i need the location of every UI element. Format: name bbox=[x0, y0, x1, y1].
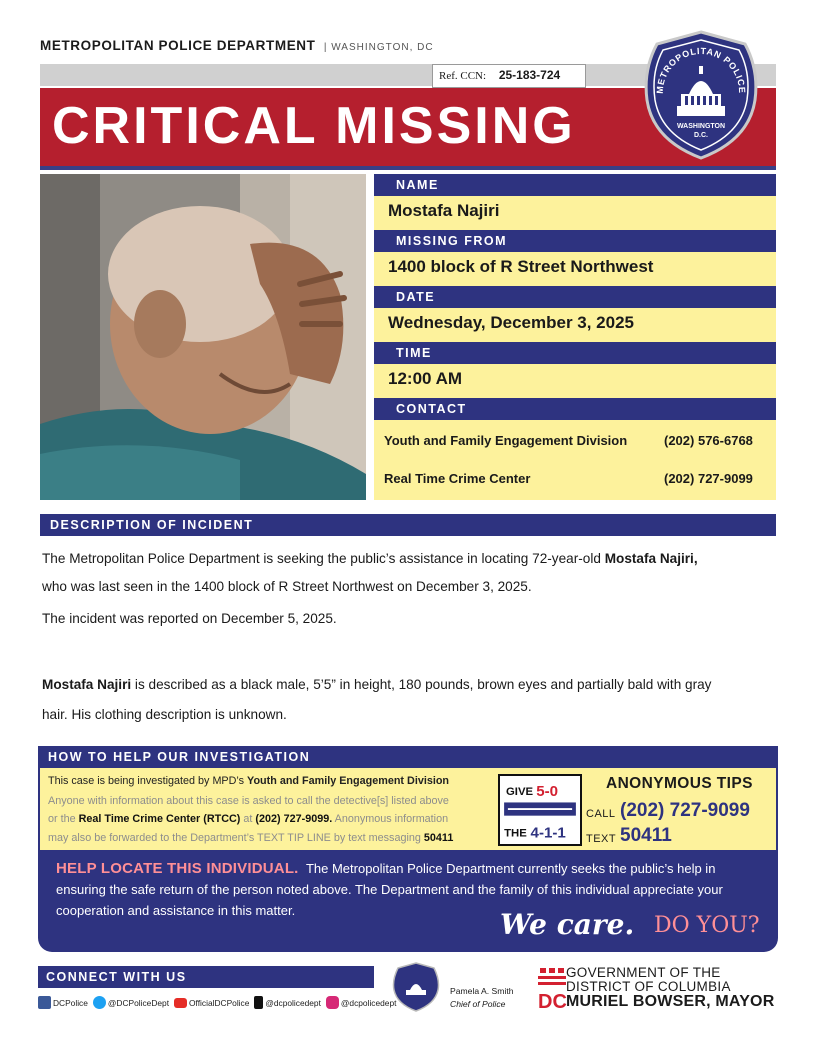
ref-value: 25-183-724 bbox=[498, 68, 561, 82]
person-name: Mostafa Najiri bbox=[374, 196, 776, 230]
chief-title: Chief of Police bbox=[450, 999, 506, 1009]
give-50-the-411-logo bbox=[498, 774, 582, 846]
call-label: CALL bbox=[586, 808, 616, 820]
help-line-3 bbox=[48, 813, 448, 825]
do-you-slogan: DO YOU? bbox=[654, 913, 760, 938]
physical-description-text: is described as a black male, 5’5” in height, 180 pounds, brown eyes and partially bald with gray bbox=[131, 677, 712, 692]
person-name-inline: Mostafa Najiri bbox=[42, 677, 132, 692]
we-care-slogan: We care. bbox=[500, 908, 635, 941]
tiktok-icon[interactable] bbox=[254, 996, 263, 1009]
rtcc-phone[interactable]: (202) 727-9099. bbox=[255, 813, 333, 825]
text-label: TEXT bbox=[586, 833, 617, 845]
help-locate-lead: HELP LOCATE THIS INDIVIDUAL. bbox=[56, 860, 299, 877]
ref-label: Ref. CCN: bbox=[439, 70, 487, 82]
person-name-inline: Mostafa Najiri, bbox=[604, 551, 698, 566]
svg-text:D.C.: D.C. bbox=[694, 132, 708, 139]
contact-header: CONTACT bbox=[374, 398, 776, 420]
svg-text:GIVE: GIVE bbox=[506, 785, 534, 798]
missing-person-photo bbox=[40, 174, 366, 500]
missing-from-location: 1400 block of R Street Northwest bbox=[374, 252, 776, 286]
help-text: may also be forwarded to the Department’s TEXT TIP LINE by text messaging bbox=[48, 832, 424, 844]
contact-panel bbox=[374, 420, 776, 500]
chief-name: Pamela A. Smith bbox=[450, 986, 514, 996]
rtcc-name: Real Time Crime Center (RTCC) bbox=[78, 813, 241, 825]
department-city: | WASHINGTON, DC bbox=[323, 42, 434, 53]
instagram-icon[interactable] bbox=[326, 996, 339, 1009]
social-link[interactable]: @dcpolicedept bbox=[340, 997, 397, 1008]
help-text: or the bbox=[48, 813, 79, 825]
physical-description-line-1 bbox=[42, 672, 711, 698]
svg-text:WASHINGTON: WASHINGTON bbox=[676, 123, 726, 130]
contact-phone-link[interactable]: (202) 727-9099 bbox=[664, 471, 753, 486]
help-text: at bbox=[240, 813, 256, 825]
twitter-icon[interactable] bbox=[93, 996, 106, 1009]
description-text: The Metropolitan Police Department is seeking the public’s assistance in locating 72-year-old bbox=[42, 551, 605, 566]
missing-time: 12:00 AM bbox=[374, 364, 776, 398]
help-line-1 bbox=[48, 775, 449, 787]
government-line-2: DISTRICT OF COLUMBIA bbox=[566, 979, 731, 994]
dc-government-logo bbox=[538, 966, 568, 1010]
social-link[interactable]: OfficialDCPolice bbox=[189, 997, 250, 1008]
social-links bbox=[38, 996, 401, 1009]
missing-from-header: MISSING FROM bbox=[374, 230, 776, 252]
name-header: NAME bbox=[374, 174, 776, 196]
police-badge-logo bbox=[641, 30, 761, 160]
contact-unit: Youth and Family Engagement Division bbox=[384, 433, 628, 448]
anonymous-tips-title: ANONYMOUS TIPS bbox=[606, 775, 753, 792]
social-link[interactable]: DCPolice bbox=[53, 997, 88, 1008]
date-header: DATE bbox=[374, 286, 776, 308]
department-name bbox=[40, 38, 434, 53]
text-tip-number: 50411 bbox=[423, 832, 454, 844]
description-line-1 bbox=[42, 546, 698, 572]
contact-phone-link[interactable]: (202) 576-6768 bbox=[664, 433, 753, 448]
svg-text:METROPOLITAN POLICE: METROPOLITAN POLICE bbox=[654, 45, 748, 94]
social-link[interactable]: @DCPoliceDept bbox=[107, 997, 170, 1008]
mayor-name: MURIEL BOWSER, MAYOR bbox=[566, 993, 775, 1010]
help-line-2: Anyone with information about this case is asked to call the detective[s] listed above bbox=[48, 795, 449, 807]
svg-text:THE: THE bbox=[504, 827, 527, 840]
help-text: Anonymous information bbox=[332, 813, 449, 825]
facebook-icon[interactable] bbox=[38, 996, 51, 1009]
missing-date: Wednesday, December 3, 2025 bbox=[374, 308, 776, 342]
report-date-line: The incident was reported on December 5, 2025. bbox=[42, 611, 337, 626]
description-line-2: who was last seen in the 1400 block of R Street Northwest on December 3, 2025. bbox=[42, 579, 532, 594]
government-line-1: GOVERNMENT OF THE bbox=[566, 965, 721, 980]
social-link[interactable]: @dcpolicedept bbox=[265, 997, 321, 1008]
page-title: CRITICAL MISSING bbox=[52, 97, 576, 155]
police-badge-small-logo bbox=[392, 962, 440, 1012]
contact-unit: Real Time Crime Center bbox=[384, 471, 531, 486]
tip-text-number: 50411 bbox=[620, 825, 672, 846]
physical-description-line-2: hair. His clothing description is unknown. bbox=[42, 707, 287, 722]
help-header: HOW TO HELP OUR INVESTIGATION bbox=[48, 750, 311, 764]
reference-number bbox=[432, 64, 586, 88]
youtube-icon[interactable] bbox=[174, 998, 187, 1008]
help-line-4 bbox=[48, 832, 453, 844]
svg-text:4-1-1: 4-1-1 bbox=[530, 824, 566, 842]
svg-text:5-0: 5-0 bbox=[536, 782, 559, 800]
department-title: METROPOLITAN POLICE DEPARTMENT bbox=[40, 38, 316, 53]
svg-text:DC: DC bbox=[538, 991, 567, 1010]
help-locate-message bbox=[56, 858, 768, 921]
description-header: DESCRIPTION OF INCIDENT bbox=[40, 514, 776, 536]
connect-header: CONNECT WITH US bbox=[38, 966, 374, 988]
help-locate-body: The Metropolitan Police Department currently seeks the public’s help in ensuring the safe return of the person noted above. The Department and the family of this individual appreciate your cooperation and assistance in this matter. bbox=[56, 861, 723, 918]
tip-phone-link[interactable]: (202) 727-9099 bbox=[620, 800, 750, 821]
time-header: TIME bbox=[374, 342, 776, 364]
help-text: This case is being investigated by MPD’s bbox=[48, 775, 248, 787]
division-name: Youth and Family Engagement Division bbox=[247, 775, 450, 787]
